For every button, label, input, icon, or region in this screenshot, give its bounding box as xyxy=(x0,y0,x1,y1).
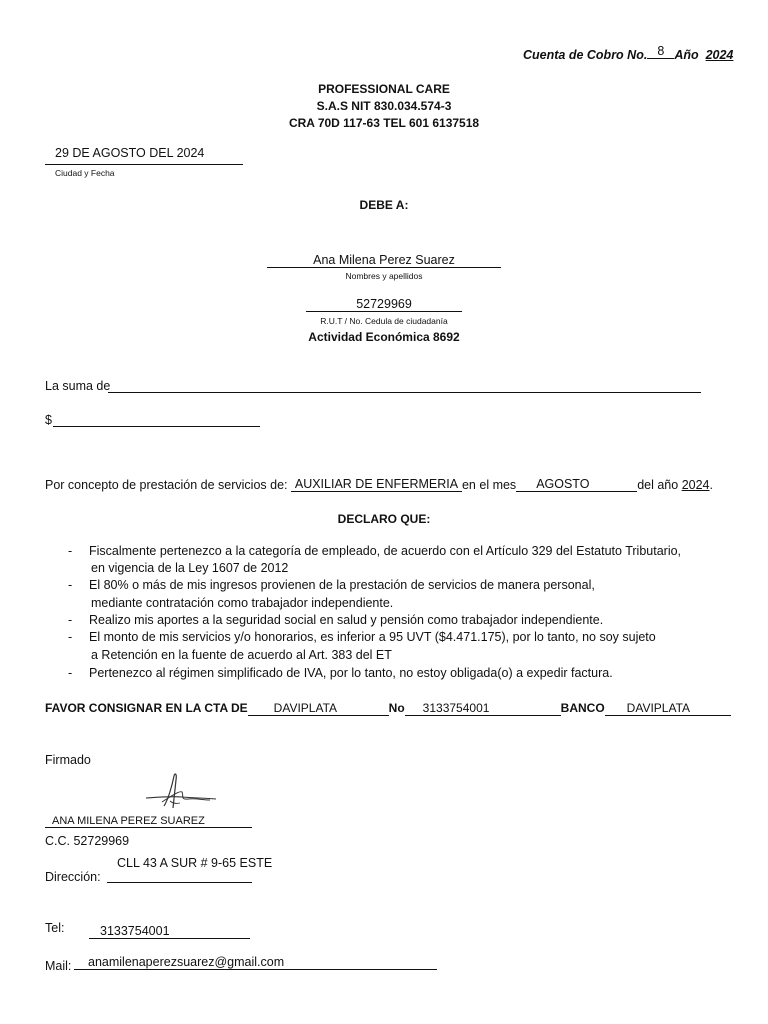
mail-value: anamilenaperezsuarez@gmail.com xyxy=(74,955,437,970)
date-line xyxy=(45,164,243,165)
consignar-banco-label: BANCO xyxy=(560,701,605,715)
debe-a-heading: DEBE A: xyxy=(359,198,409,212)
bullet-dash: - xyxy=(68,630,73,644)
consignar-label: FAVOR CONSIGNAR EN LA CTA DE xyxy=(45,701,248,715)
direccion-value: CLL 43 A SUR # 9-65 ESTE xyxy=(117,856,273,870)
concepto-anio-value: 2024 xyxy=(681,478,710,492)
person-id-number: 52729969 xyxy=(306,297,462,312)
person-id-caption: R.U.T / No. Cedula de ciudadanía xyxy=(320,316,448,326)
consignar-cta-value: DAVIPLATA xyxy=(248,701,389,716)
declaro-item-3-line-1: Realizo mis aportes a la seguridad social en salud y pensión como trabajador independiente. xyxy=(89,613,604,627)
declaro-item-4-line-1: El monto de mis servicios y/o honorarios, es inferior a 95 UVT ($4.471.175), por lo tanto, no soy sujeto xyxy=(89,630,656,644)
concepto-service: AUXILIAR DE ENFERMERIA xyxy=(291,477,462,492)
date-value: 29 DE AGOSTO DEL 2024 xyxy=(55,146,205,160)
consignar-banco-value: DAVIPLATA xyxy=(605,701,731,716)
declaro-item-4-line-2: a Retención en la fuente de acuerdo al Art. 383 del ET xyxy=(91,648,392,662)
concepto-end: . xyxy=(709,478,713,492)
person-name-caption: Nombres y apellidos xyxy=(345,271,423,281)
currency-symbol: $ xyxy=(45,413,52,427)
direccion-line xyxy=(107,882,252,883)
signer-name: ANA MILENA PEREZ SUAREZ xyxy=(52,815,205,827)
concepto-line xyxy=(45,478,713,493)
declaro-item-5-line-1: Pertenezco al régimen simplificado de IVA, por lo tanto, no estoy obligada(o) a expedir factura. xyxy=(89,666,613,680)
cuenta-de-cobro-header xyxy=(523,44,734,63)
year-label: Año xyxy=(674,48,699,62)
company-nit: S.A.S NIT 830.034.574-3 xyxy=(316,99,452,113)
tel-label: Tel: xyxy=(45,921,65,935)
economic-activity: Actividad Económica 8692 xyxy=(308,330,460,344)
concepto-prefix: Por concepto de prestación de servicios de: xyxy=(45,478,288,492)
concepto-mes-label: en el mes xyxy=(461,478,517,492)
signer-cc: C.C. 52729969 xyxy=(45,834,130,848)
bullet-dash: - xyxy=(68,613,73,627)
date-caption: Ciudad y Fecha xyxy=(55,168,115,178)
declaro-item-1-line-2: en vigencia de la Ley 1607 de 2012 xyxy=(91,561,289,575)
currency-line xyxy=(53,426,260,427)
declaro-item-2-line-2: mediante contratación como trabajador independiente. xyxy=(91,596,394,610)
cuenta-label: Cuenta de Cobro No. xyxy=(523,48,648,62)
person-name: Ana Milena Perez Suarez xyxy=(267,253,501,268)
concepto-anio-label: del año xyxy=(637,478,679,492)
consignar-line xyxy=(45,701,731,716)
declaro-item-2-line-1: El 80% o más de mis ingresos provienen de la prestación de servicios de manera personal, xyxy=(89,578,595,592)
firmado-label: Firmado xyxy=(45,753,91,767)
declaro-item-1-line-1: Fiscalmente pertenezco a la categoría de empleado, de acuerdo con el Artículo 329 del Estatuto Tributario, xyxy=(89,544,682,558)
consignar-no-label: No xyxy=(388,701,405,715)
suma-line xyxy=(108,392,701,393)
cuenta-number: 8 xyxy=(647,44,674,59)
direccion-label: Dirección: xyxy=(45,870,101,884)
handwritten-signature xyxy=(142,770,222,814)
consignar-no-value: 3133754001 xyxy=(405,701,561,716)
declaro-heading: DECLARO QUE: xyxy=(337,512,431,526)
concepto-mes-value: AGOSTO xyxy=(516,477,637,492)
mail-label: Mail: xyxy=(45,959,72,973)
tel-value: 3133754001 xyxy=(89,924,250,939)
suma-label: La suma de xyxy=(45,379,111,393)
bullet-dash: - xyxy=(68,666,73,680)
signature-name-line xyxy=(45,815,252,828)
company-address: CRA 70D 117-63 TEL 601 6137518 xyxy=(288,116,480,130)
bullet-dash: - xyxy=(68,544,73,558)
bullet-dash: - xyxy=(68,578,73,592)
year-value: 2024 xyxy=(705,48,734,62)
company-name: PROFESSIONAL CARE xyxy=(318,82,450,96)
